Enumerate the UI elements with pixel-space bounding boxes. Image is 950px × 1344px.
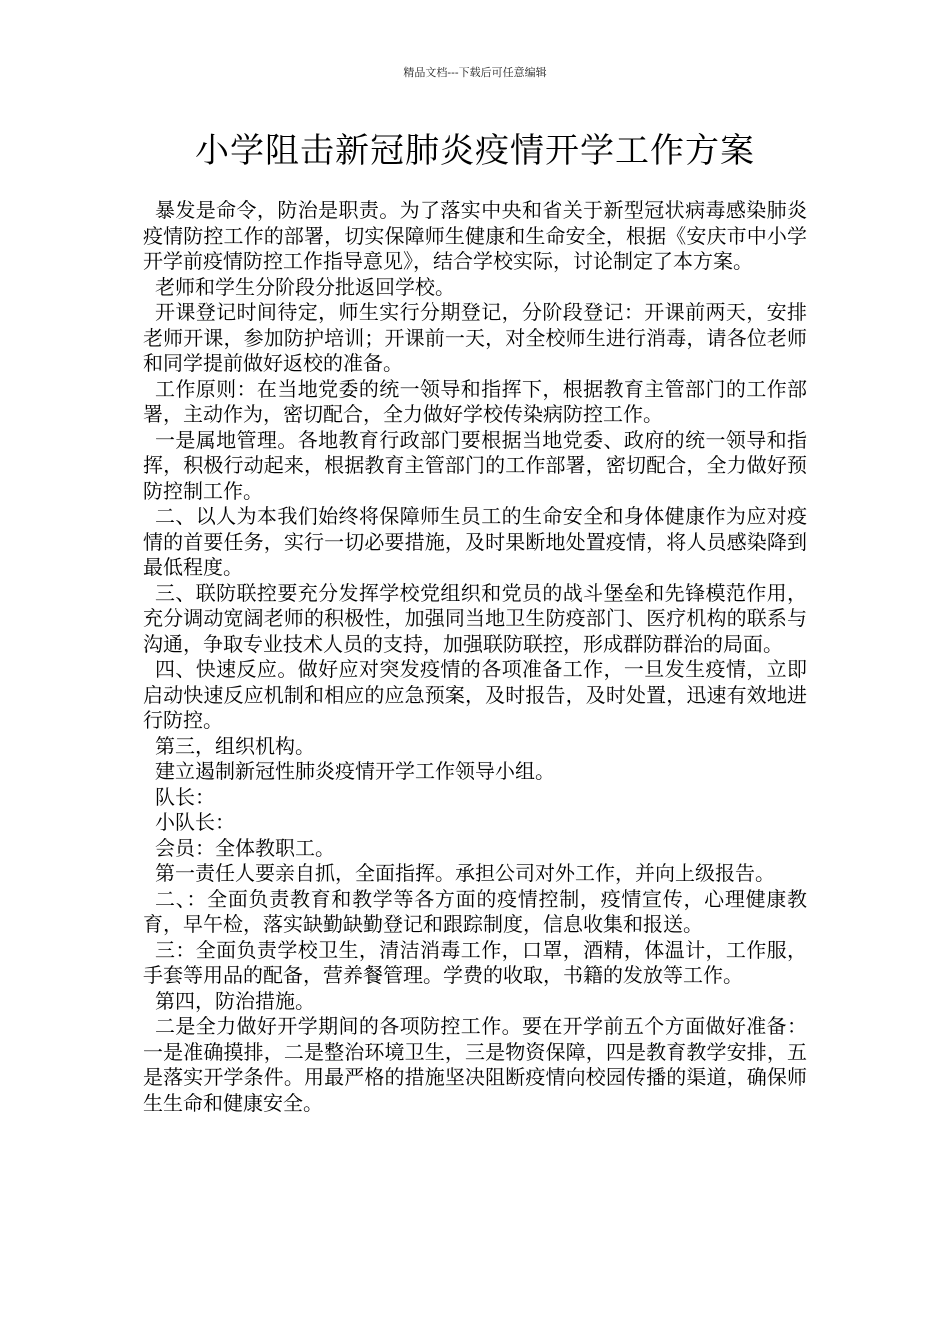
paragraph-measures-heading: 第四，防治措施。 bbox=[155, 988, 315, 1013]
paragraph-first-responsible: 第一责任人要亲自抓，全面指挥。承担公司对外工作，并向上级报告。 bbox=[155, 861, 775, 885]
document-title: 小学阻击新冠肺炎疫情开学工作方案 bbox=[195, 131, 755, 171]
paragraph-principle: 工作原则：在当地党委的统一领导和指挥下，根据教育主管部门的工作部署，主动作为，密切配合，全力做好学校传染病防控工作。 bbox=[143, 376, 807, 426]
paragraph-hygiene-duty: 三：全面负责学校卫生，清洁消毒工作，口罩，酒精，体温计，工作服，手套等用品的配备，营养餐管理。学费的收取，书籍的发放等工作。 bbox=[143, 937, 807, 987]
paragraph-leading-group: 建立遏制新冠性肺炎疫情开学工作领导小组。 bbox=[155, 759, 555, 783]
paragraph-members: 会员：全体教职工。 bbox=[155, 835, 335, 860]
paragraph-leader: 队长： bbox=[155, 784, 215, 809]
paragraph-deputy-leader: 小队长： bbox=[155, 810, 235, 834]
header-note: 精品文档---下载后可任意编辑 bbox=[403, 66, 547, 79]
paragraph-joint-control: 三、联防联控要充分发挥学校党组织和党员的战斗堡垒和先锋模范作用，充分调动宽阔老师的积极性，加强同当地卫生防疫部门、医疗机构的联系与沟通，争取专业技术人员的支持，加强联防联控，形成群防群治的局面。 bbox=[143, 580, 807, 656]
paragraph-organization-heading: 第三，组织机构。 bbox=[155, 733, 315, 758]
paragraph-registration: 开课登记时间待定，师生实行分期登记，分阶段登记：开课前两天，安排老师开课，参加防护培训；开课前一天，对全校师生进行消毒，请各位老师和同学提前做好返校的准备。 bbox=[143, 300, 807, 375]
paragraph-measures: 二是全力做好开学期间的各项防控工作。要在开学前五个方面做好准备：一是准确摸排，二是整治环境卫生，三是物资保障，四是教育教学安排，五是落实开学条件。用最严格的措施坚决阻断疫情向校园传播的渠道，确保师生生命和健康安全。 bbox=[143, 1014, 807, 1115]
paragraph-people-first: 二、以人为本我们始终将保障师生员工的生命安全和身体健康作为应对疫情的首要任务，实行一切必要措施，及时果断地处置疫情，将人员感染降到最低程度。 bbox=[143, 504, 807, 579]
paragraph-intro: 暴发是命令，防治是职责。为了落实中央和省关于新型冠状病毒感染肺炎疫情防控工作的部署，切实保障师生健康和生命安全，根据《安庆市中小学开学前疫情防控工作指导意见》，结合学校实际，讨论制定了本方案。 bbox=[143, 198, 807, 273]
paragraph-return: 老师和学生分阶段分批返回学校。 bbox=[155, 274, 455, 299]
paragraph-territorial: 一是属地管理。各地教育行政部门要根据当地党委、政府的统一领导和指挥，积极行动起来，根据教育主管部门的工作部署，密切配合，全力做好预防控制工作。 bbox=[143, 427, 807, 503]
paragraph-fast-response: 四、快速反应。做好应对突发疫情的各项准备工作，一旦发生疫情，立即启动快速反应机制和相应的应急预案，及时报告，及时处置，迅速有效地进行防控。 bbox=[143, 657, 807, 732]
paragraph-teaching-duty: 二、：全面负责教育和教学等各方面的疫情控制，疫情宣传，心理健康教育，早午检，落实缺勤缺勤登记和跟踪制度，信息收集和报送。 bbox=[143, 886, 807, 936]
document-body bbox=[143, 198, 807, 1116]
